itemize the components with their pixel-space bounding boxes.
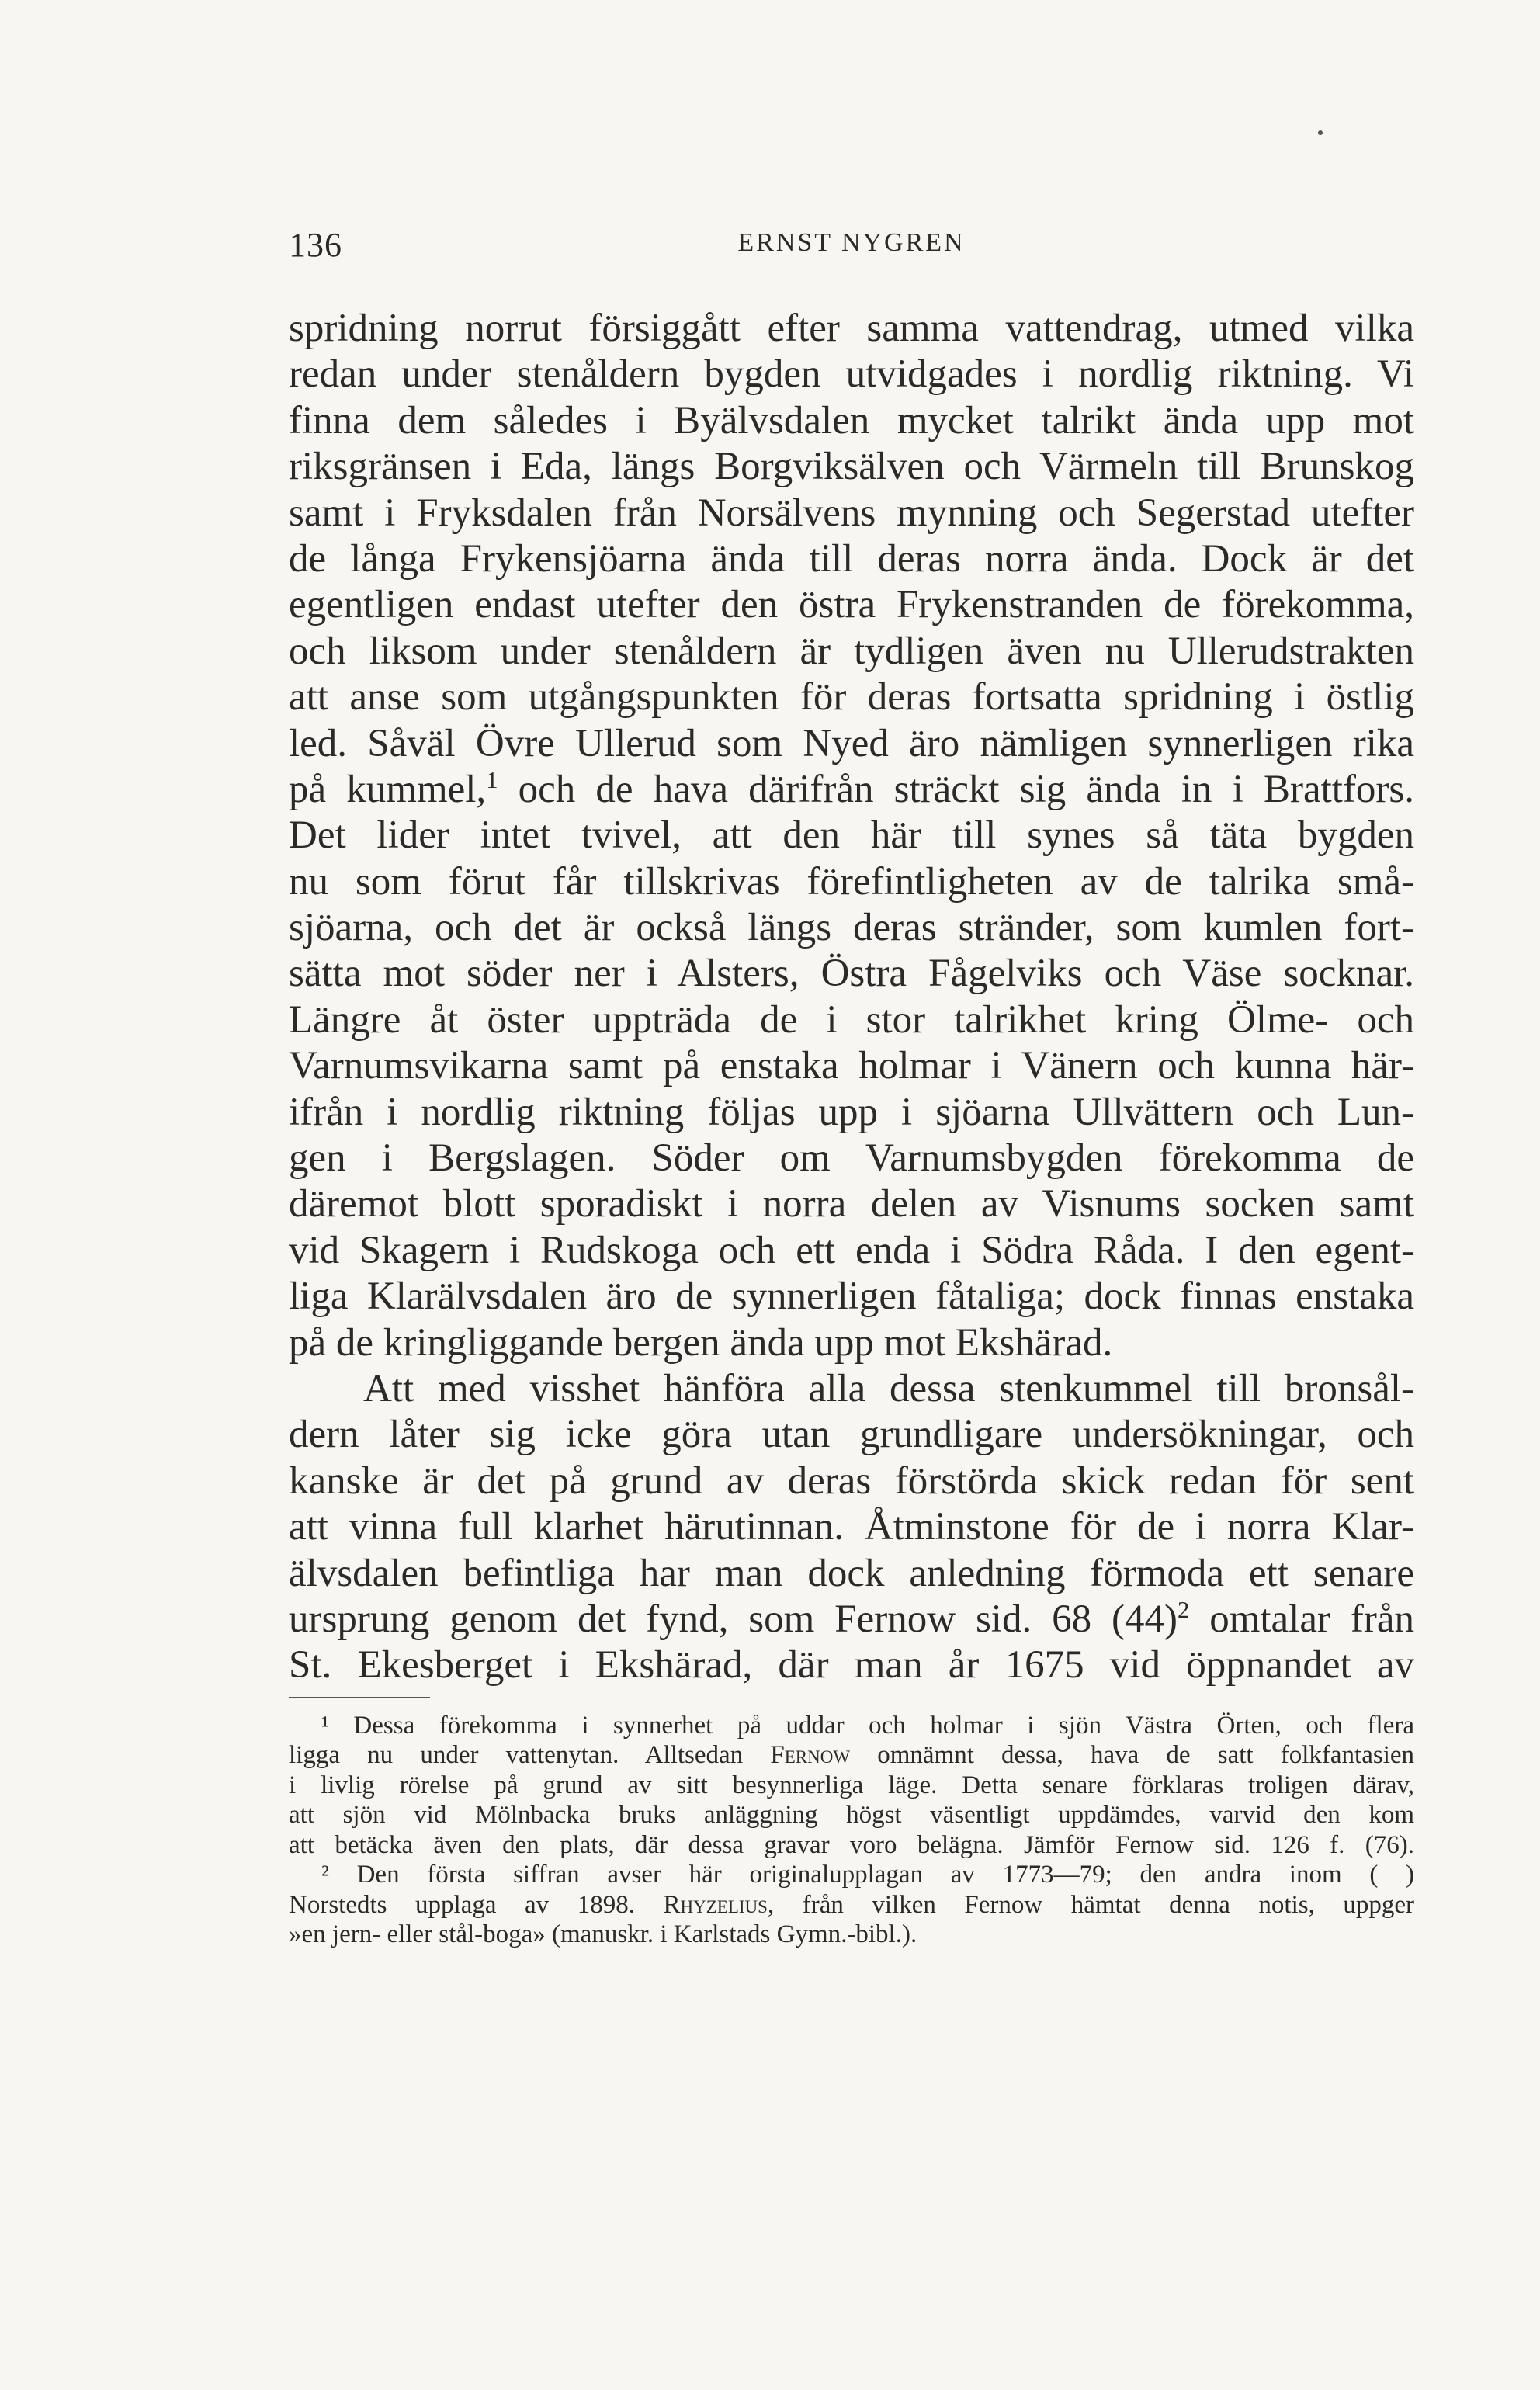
footnotes xyxy=(289,1711,1414,1950)
page-number: 136 xyxy=(289,226,342,264)
body-line: finna dem således i Byälvsdalen mycket talrikt ända upp mot xyxy=(289,398,1414,442)
footnote-rule xyxy=(289,1697,430,1698)
footnote-1-line: att betäcka även den plats, där dessa gravar voro belägna. Jämför Fernow sid. 126 f. (76). xyxy=(289,1830,1414,1859)
body-line: nu som förut får tillskrivas förefintligheten av de talrika små- xyxy=(289,859,1414,904)
body-line: liga Klarälvsdalen äro de synnerligen fåtaliga; dock finnas enstaka xyxy=(289,1275,1414,1319)
body-line: gen i Bergslagen. Söder om Varnumsbygden förekomma de xyxy=(289,1136,1414,1181)
footnote-2-line xyxy=(289,1890,1414,1920)
body-line: samt i Fryksdalen från Norsälvens mynning och Segerstad utefter xyxy=(289,491,1414,535)
footnote-1-line-tail: omnämnt dessa, hava de satt folkfantasien xyxy=(850,1741,1415,1770)
body-line: vid Skagern i Rudskoga och ett enda i Södra Råda. I den egent- xyxy=(289,1228,1414,1272)
body-line-head: på kummel, xyxy=(289,767,487,811)
body-line: St. Ekesberget i Ekshärad, där man år 1675 vid öppnandet av xyxy=(289,1643,1414,1688)
body-line: Att med visshet hänföra alla dessa stenkummel till bronsål- xyxy=(363,1366,1414,1410)
body-line: redan under stenåldern bygden utvidgades i nordlig riktning. Vi xyxy=(289,352,1414,397)
body-line: de långa Frykensjöarna ända till deras norra ända. Dock är det xyxy=(289,536,1414,581)
running-title: ERNST NYGREN xyxy=(737,228,966,257)
body-line-head: ursprung genom det fynd, som Fernow sid. 68 (44) xyxy=(289,1597,1178,1641)
stray-mark xyxy=(1318,130,1323,135)
body-line xyxy=(289,1597,1414,1642)
body-line: sjöarna, och det är också längs deras stränder, som kumlen fort- xyxy=(289,906,1414,950)
body-line-tail: omtalar från xyxy=(1189,1597,1414,1641)
footnote-1-line: ¹ Dessa förekomma i synnerhet på uddar och holmar i sjön Västra Örten, och flera xyxy=(321,1711,1414,1740)
body-line-tail: och de hava därifrån sträckt sig ända in i Brattfors. xyxy=(498,767,1415,811)
footnote-1-line: i livlig rörelse på grund av sitt besynnerliga läge. Detta senare förklaras troligen därav, xyxy=(289,1771,1414,1799)
footnote-1-line xyxy=(289,1740,1414,1771)
body-line: på de kringliggande bergen ända upp mot Ekshärad. xyxy=(289,1320,1113,1365)
body-line: riksgränsen i Eda, längs Borgviksälven och Värmeln till Brunskog xyxy=(289,445,1414,489)
footnote-ref-2: 2 xyxy=(1178,1596,1190,1623)
body-line: och liksom under stenåldern är tydligen även nu Ullerudstrakten xyxy=(289,629,1414,673)
footnote-1-line: att sjön vid Mölnbacka bruks anläggning högst väsentligt uppdämdes, varvid den kom xyxy=(289,1801,1414,1830)
body-line: dern låter sig icke göra utan grundligare undersökningar, och xyxy=(289,1413,1414,1457)
body-line: Varnumsvikarna samt på enstaka holmar i Vänern och kunna här- xyxy=(289,1044,1414,1088)
body-line: Det lider intet tvivel, att den här till synes så täta bygden xyxy=(289,813,1414,858)
body-line: Längre åt öster uppträda de i stor talrikhet kring Ölme- och xyxy=(289,997,1414,1042)
page xyxy=(289,225,1414,1950)
body-line: kanske är det på grund av deras förstörda skick redan för sent xyxy=(289,1459,1414,1503)
body-line: sätta mot söder ner i Alsters, Östra Fågelviks och Väse socknar. xyxy=(289,952,1414,996)
body-text xyxy=(289,306,1414,1689)
body-line: egentligen endast utefter den östra Frykenstranden de förekomma, xyxy=(289,583,1414,627)
body-line: ifrån i nordlig riktning följas upp i sjöarna Ullvättern och Lun- xyxy=(289,1090,1414,1134)
body-line: led. Såväl Övre Ullerud som Nyed äro nämligen synnerligen rika xyxy=(289,721,1414,765)
body-line: att vinna full klarhet härutinnan. Åtminstone för de i norra Klar- xyxy=(289,1505,1414,1549)
footnote-2-line-head: Norstedts upplaga av 1898. xyxy=(289,1890,664,1919)
body-line xyxy=(289,767,1414,813)
body-line: spridning norrut försiggått efter samma vattendrag, utmed vilka xyxy=(289,307,1414,350)
author-name-rhyzelius: Rhyzelius xyxy=(663,1890,768,1919)
footnote-2-line: ² Den första siffran avser här originalupplagan av 1773—79; den andra inom ( ) xyxy=(321,1861,1414,1889)
author-name-fernow: Fernow xyxy=(770,1741,851,1770)
footnote-2-line: »en jern- eller stål-boga» (manuskr. i Karlstads Gymn.-bibl.). xyxy=(289,1920,917,1949)
footnote-2-line-tail: , från vilken Fernow hämtat denna notis, uppger xyxy=(767,1890,1414,1919)
footnote-ref-1: 1 xyxy=(486,766,498,793)
body-line: att anse som utgångspunkten för deras fortsatta spridning i östlig xyxy=(289,675,1414,720)
footnote-1-line-head: ligga nu under vattenytan. Alltsedan xyxy=(289,1741,771,1770)
body-line: däremot blott sporadiskt i norra delen av Visnums socken samt xyxy=(289,1182,1414,1226)
running-head xyxy=(289,225,1414,272)
body-line: älvsdalen befintliga har man dock anledning förmoda ett senare xyxy=(289,1551,1414,1595)
